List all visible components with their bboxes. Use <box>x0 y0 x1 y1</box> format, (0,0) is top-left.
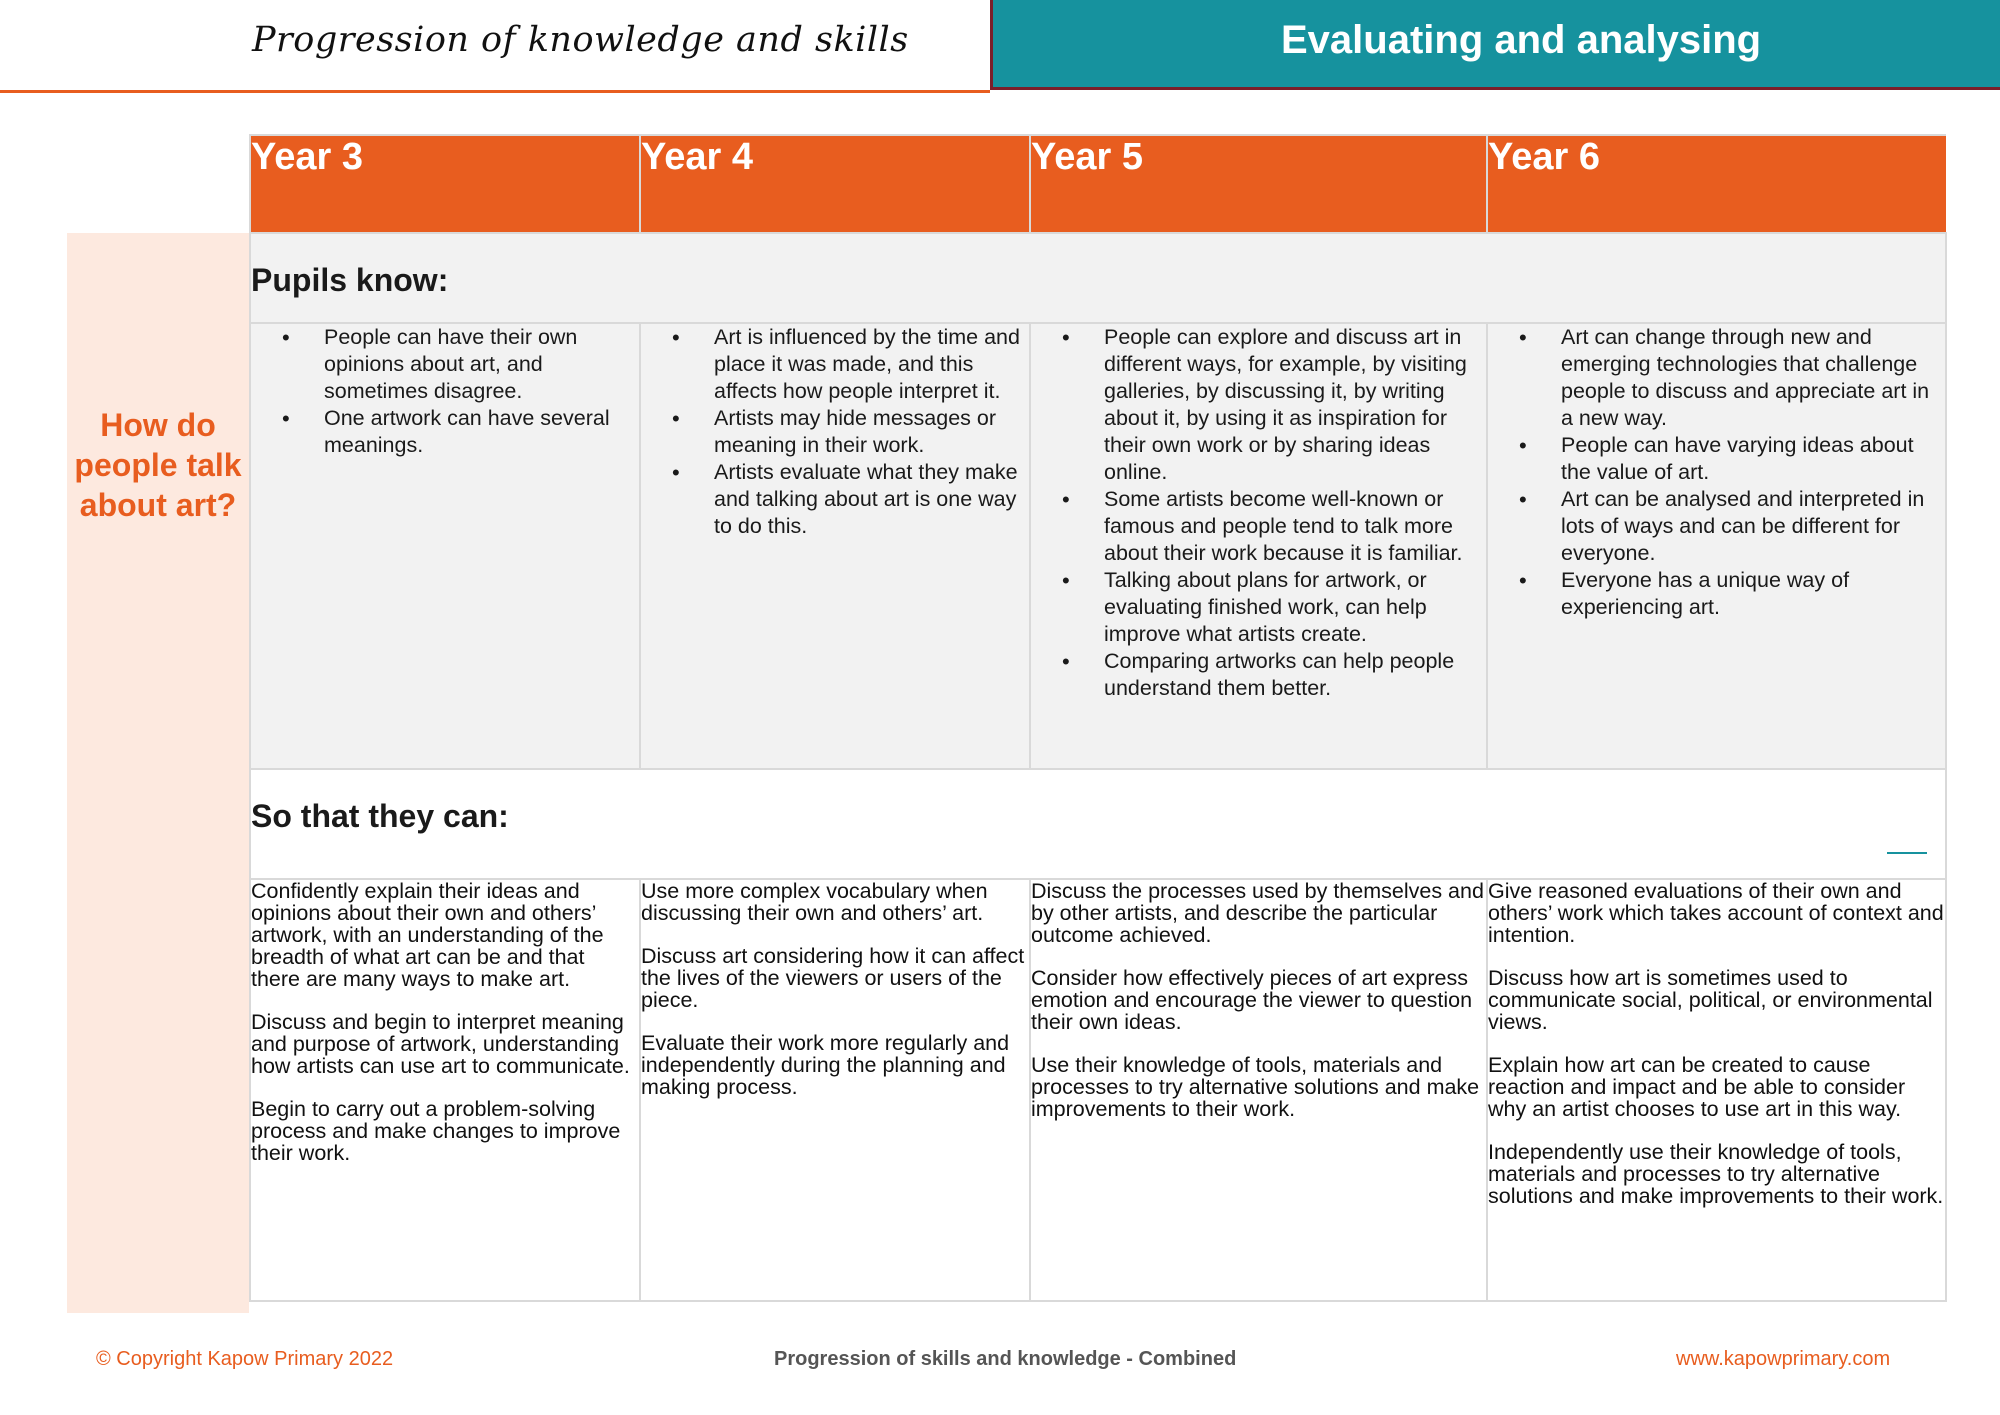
pupils-know-row <box>250 323 1946 769</box>
header-right <box>990 0 2000 90</box>
paragraph: Use their knowledge of tools, materials and processes to try alternative solutions and make improvements to their work. <box>1031 1053 1480 1121</box>
cando-year-3 <box>250 879 640 1301</box>
paragraph: Confidently explain their ideas and opinions about their own and others’ artwork, with an understanding of the breadth of what art can be and that there are many ways to make art. <box>251 879 604 991</box>
so-that-heading-cell <box>250 769 1946 879</box>
year-4-header: Year 4 <box>640 135 1030 233</box>
footer-url-link[interactable]: www.kapowprimary.com <box>1676 1348 1891 1370</box>
paragraph: Consider how effectively pieces of art express emotion and encourage the viewer to question their own ideas. <box>1031 966 1473 1034</box>
list-item: • People can explore and discuss art in different ways, for example, by visiting galleries, by discussing it, by writing about it, by using it as inspiration for their own work or by sharing ideas online. <box>1031 324 1486 486</box>
know-year-5 <box>1030 323 1487 769</box>
row-label: How do people talk about art? <box>74 407 242 523</box>
list-item: • Art can be analysed and interpreted in lots of ways and can be different for everyone. <box>1488 486 1945 567</box>
footer-center: Progression of skills and knowledge - Combined <box>774 1348 1237 1370</box>
cando-year-4 <box>640 879 1030 1301</box>
year-6-header: Year 6 <box>1487 135 1946 233</box>
paragraph: Discuss and begin to interpret meaning and purpose of artwork, understanding how artists can use art to communicate. <box>251 1010 630 1078</box>
paragraph: Begin to carry out a problem-solving process and make changes to improve their work. <box>251 1097 621 1165</box>
progression-table <box>249 134 1947 1302</box>
footer-copyright: © Copyright Kapow Primary 2022 <box>96 1348 394 1370</box>
paragraph: Use more complex vocabulary when discussing their own and others’ art. <box>641 879 988 925</box>
page-title: Progression of knowledge and skills <box>252 20 909 60</box>
so-that-heading: So that they can: <box>251 798 509 834</box>
paragraph: Discuss the processes used by themselves and by other artists, and describe the particular outcome achieved. <box>1031 879 1484 947</box>
list-item: • Comparing artworks can help people understand them better. <box>1031 648 1486 702</box>
know-year-3 <box>250 323 640 769</box>
paragraph: Discuss art considering how it can affect the lives of the viewers or users of the piece. <box>641 944 1025 1012</box>
paragraph: Discuss how art is sometimes used to communicate social, political, or environmental views. <box>1488 966 1933 1034</box>
section-title: Evaluating and analysing <box>1281 18 1762 62</box>
cando-year-5 <box>1030 879 1487 1301</box>
side-panel-bottom <box>67 783 249 1313</box>
paragraph: Evaluate their work more regularly and independently during the planning and making process. <box>641 1031 1010 1099</box>
list-item: • Some artists become well-known or famous and people tend to talk more about their work because it is familiar. <box>1031 486 1486 567</box>
cando-year-6 <box>1487 879 1946 1301</box>
year-3-header: Year 3 <box>250 135 640 233</box>
list-item: • People can have their own opinions about art, and sometimes disagree. <box>251 324 639 405</box>
so-that-row <box>250 879 1946 1301</box>
paragraph: Independently use their knowledge of tools, materials and processes to try alternative solutions and make improvements to their work. <box>1488 1140 1944 1208</box>
list-item: • Art is influenced by the time and place it was made, and this affects how people interpret it. <box>641 324 1029 405</box>
list-item: • One artwork can have several meanings. <box>251 405 639 459</box>
decorative-dash <box>1887 852 1927 854</box>
list-item: • Talking about plans for artwork, or evaluating finished work, can help improve what artists create. <box>1031 567 1486 648</box>
list-item: • People can have varying ideas about the value of art. <box>1488 432 1945 486</box>
year-5-header: Year 5 <box>1030 135 1487 233</box>
know-year-6 <box>1487 323 1946 769</box>
list-item: • Artists may hide messages or meaning in their work. <box>641 405 1029 459</box>
list-item: • Art can change through new and emerging technologies that challenge people to discuss and appreciate art in a new way. <box>1488 324 1945 432</box>
list-item: • Everyone has a unique way of experiencing art. <box>1488 567 1945 621</box>
know-year-4 <box>640 323 1030 769</box>
paragraph: Explain how art can be created to cause reaction and impact and be able to consider why an artist chooses to use art in this way. <box>1488 1053 1906 1121</box>
year-header-row <box>250 135 1946 233</box>
list-item: • Artists evaluate what they make and talking about art is one way to do this. <box>641 459 1029 540</box>
paragraph: Give reasoned evaluations of their own and others’ work which takes account of context and intention. <box>1488 879 1944 947</box>
pupils-know-heading: Pupils know: <box>250 233 1946 323</box>
header-left <box>0 0 990 93</box>
